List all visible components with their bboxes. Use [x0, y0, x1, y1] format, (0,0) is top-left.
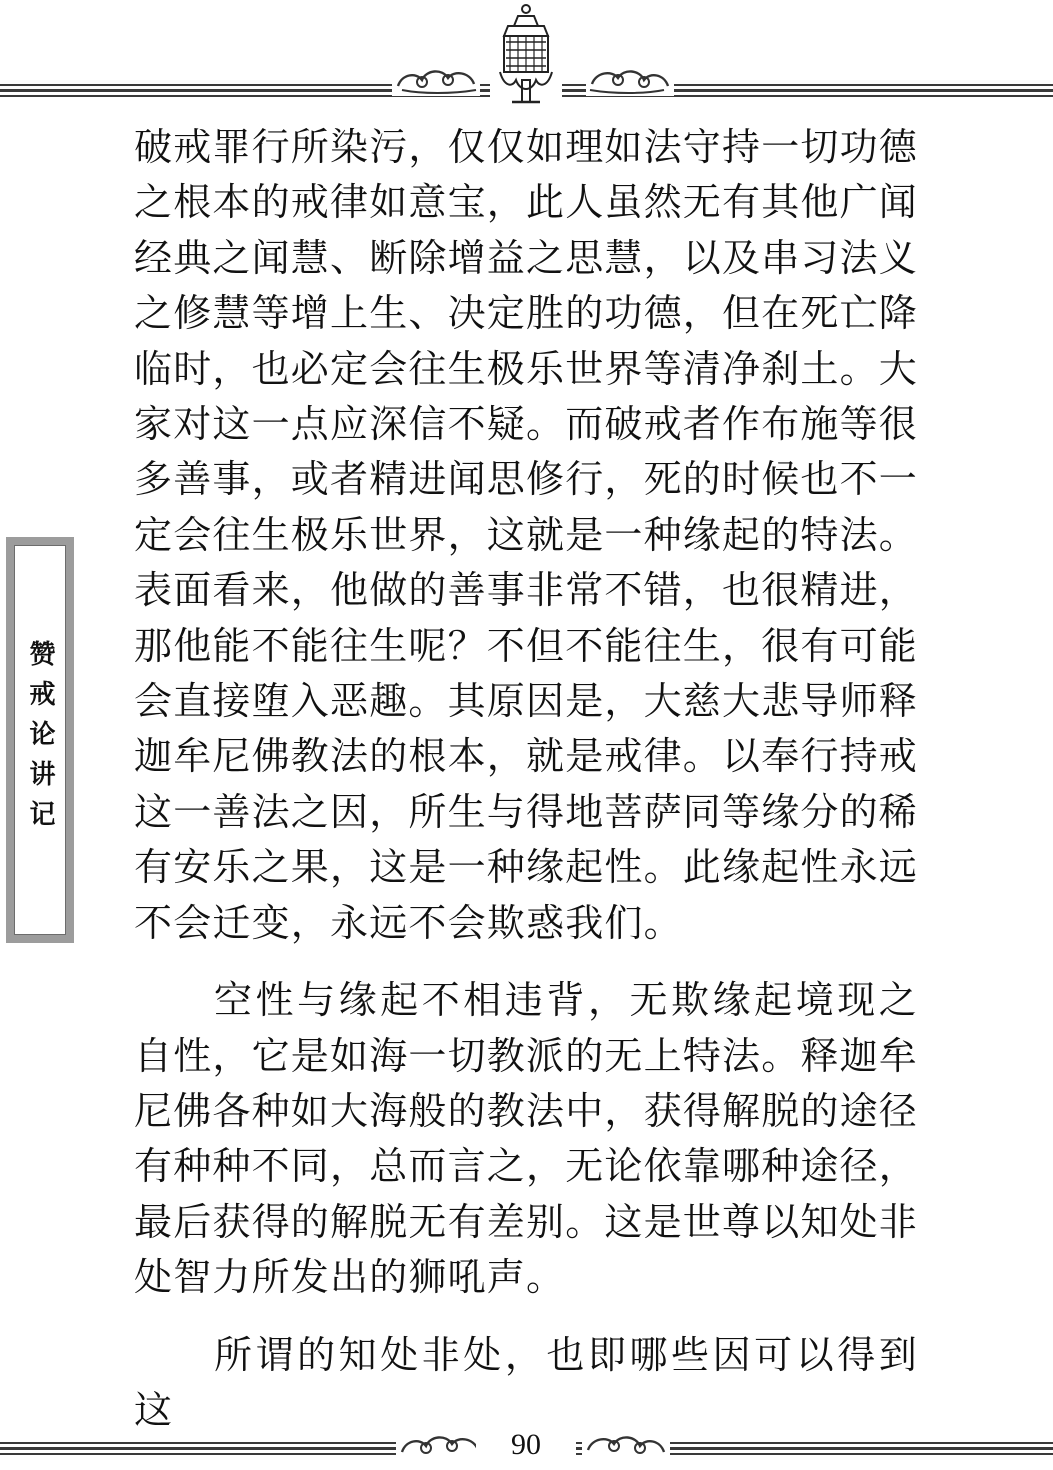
side-tab-frame	[14, 545, 66, 935]
page-number: 90	[476, 1425, 576, 1465]
cloud-scroll-icon	[586, 62, 674, 96]
book-title-vertical: 赞戒论讲记	[25, 640, 55, 840]
paragraph: 空性与缘起不相违背，无欺缘起境现之自性，它是如海一切教派的无上特法。释迦牟尼佛各种如大海般的教法中，获得解脱的途径有种种不同，总而言之，无论依靠哪种途径，最后获得的解脱无有差别。这是世尊以知处非处智力所发出的狮吼声。	[134, 978, 919, 1300]
cloud-scroll-icon	[392, 62, 480, 96]
paragraph: 所谓的知处非处，也即哪些因可以得到这	[134, 1332, 918, 1432]
victory-banner-icon	[490, 2, 562, 110]
page-body	[134, 120, 918, 1438]
chapter-side-tab	[6, 537, 74, 943]
cloud-scroll-icon	[396, 1428, 484, 1462]
cloud-scroll-icon	[582, 1428, 670, 1462]
paragraph: 破戒罪行所染污，仅仅如理如法守持一切功德之根本的戒律如意宝，此人虽然无有其他广闻经典之闻慧、断除增益之思慧，以及串习法义之修慧等增上生、决定胜的功德，但在死亡降临时，也必定会往生极乐世界等清净刹土。大家对这一点应深信不疑。而破戒者作布施等很多善事，或者精进闻思修行，死的时候也不一定会往生极乐世界，这就是一种缘起的特法。表面看来，他做的善事非常不错，也很精进，那他能不能往生呢？不但不能往生，很有可能会直接堕入恶趣。其原因是，大慈大悲导师释迦牟尼佛教法的根本，就是戒律。以奉行持戒这一善法之因，所生与得地菩萨同等缘分的稀有安乐之果，这是一种缘起性。此缘起性永远不会迁变，永远不会欺惑我们。	[134, 125, 919, 945]
